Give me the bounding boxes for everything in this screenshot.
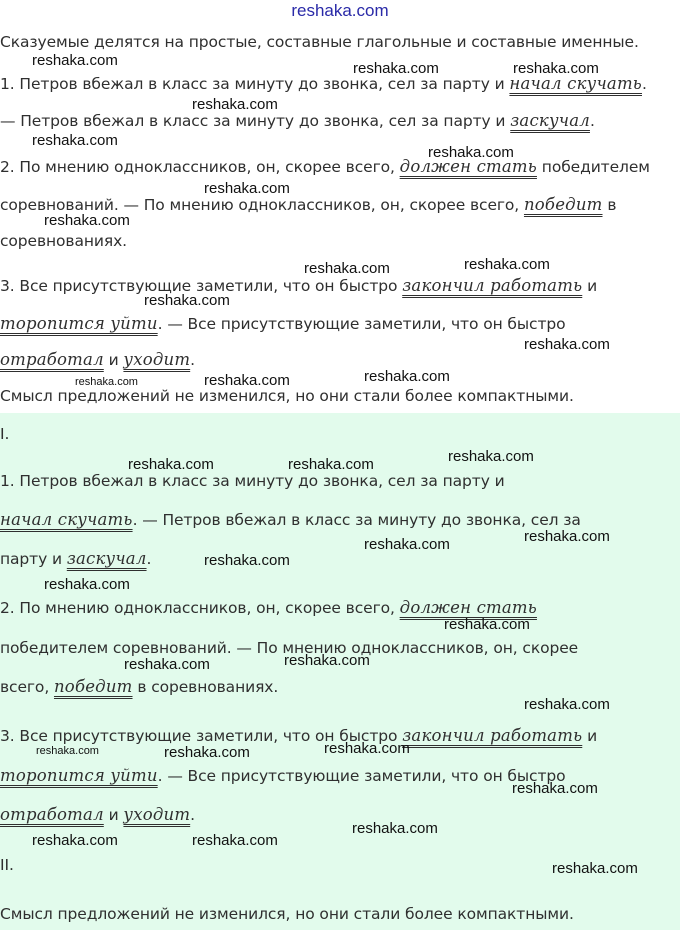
text: . — Петров вбежал в класс за минуту до звонка, сел за: [132, 511, 581, 529]
watermark: reshaka.com: [44, 212, 130, 229]
watermark: reshaka.com: [364, 536, 450, 553]
watermark: reshaka.com: [144, 292, 230, 309]
text: парту и: [0, 550, 67, 568]
predicate-underlined: заскучал: [510, 111, 590, 130]
text: 3. Все присутствующие заметили, что он быстро: [0, 277, 403, 295]
text: .: [190, 806, 195, 824]
green-s1-line3: [0, 549, 151, 569]
green-s1-line2: [0, 510, 581, 530]
predicate-underlined: начал скучать: [0, 510, 133, 529]
watermark: reshaka.com: [324, 740, 410, 757]
top-s3-line3: [0, 350, 195, 370]
green-s2-line1: [0, 598, 537, 618]
predicate-underlined: закончил работать: [402, 276, 583, 295]
watermark: reshaka.com: [124, 656, 210, 673]
watermark: reshaka.com: [36, 745, 99, 757]
watermark: reshaka.com: [204, 552, 290, 569]
site-header: [0, 0, 680, 22]
top-s1-line2: [0, 111, 595, 131]
watermark: reshaka.com: [192, 96, 278, 113]
predicate-underlined: победит: [523, 195, 603, 214]
watermark: reshaka.com: [204, 180, 290, 197]
watermark: reshaka.com: [75, 376, 138, 388]
text: .: [146, 550, 152, 568]
watermark: reshaka.com: [444, 616, 530, 633]
watermark: reshaka.com: [524, 528, 610, 545]
part-two-label: II.: [0, 856, 14, 874]
top-s2-line3: соревнованиях.: [0, 232, 127, 250]
watermark: reshaka.com: [512, 780, 598, 797]
part-one-label: I.: [0, 425, 10, 443]
watermark: reshaka.com: [353, 60, 439, 77]
watermark: reshaka.com: [464, 256, 550, 273]
green-s3-line3: [0, 805, 195, 825]
watermark: reshaka.com: [128, 456, 214, 473]
text: .: [190, 351, 195, 369]
watermark: reshaka.com: [524, 336, 610, 353]
text: и: [582, 277, 598, 295]
predicate-underlined: торопится уйти: [0, 766, 158, 785]
watermark: reshaka.com: [428, 144, 514, 161]
text: . — Все присутствующие заметили, что он быстро: [157, 767, 566, 785]
watermark: reshaka.com: [32, 132, 118, 149]
text: — Петров вбежал в класс за минуту до звонка, сел за парту и: [0, 112, 511, 130]
site-logo-link[interactable]: reshaka.com: [291, 1, 389, 20]
green-s3-line2: [0, 766, 566, 786]
text: .: [641, 75, 647, 93]
watermark: reshaka.com: [164, 744, 250, 761]
watermark: reshaka.com: [288, 456, 374, 473]
text: 2. По мнению одноклассников, он, скорее всего,: [0, 158, 400, 176]
green-conclusion: Смысл предложений не изменился, но они стали более компактными.: [0, 905, 574, 923]
watermark: reshaka.com: [524, 696, 610, 713]
top-s3-line2: [0, 314, 566, 334]
text: 3. Все присутствующие заметили, что он быстро: [0, 727, 403, 745]
watermark: reshaka.com: [44, 576, 130, 593]
predicate-underlined: заскучал: [66, 549, 147, 568]
predicate-underlined: торопится уйти: [0, 314, 158, 333]
text: в соревнованиях.: [132, 678, 279, 696]
predicate-underlined: уходит: [123, 805, 191, 824]
watermark: reshaka.com: [192, 832, 278, 849]
watermark: reshaka.com: [448, 448, 534, 465]
top-s2-line1: [0, 157, 650, 177]
text: 1. Петров вбежал в класс за минуту до звонка, сел за парту и: [0, 75, 510, 93]
text: и: [582, 727, 598, 745]
top-conclusion: Смысл предложений не изменился, но они стали более компактными.: [0, 387, 574, 405]
green-s3-line1: [0, 726, 597, 746]
top-s1-line1: [0, 74, 647, 94]
predicate-underlined: победит: [53, 677, 133, 696]
predicate-underlined: должен стать: [399, 157, 537, 176]
text: и: [103, 351, 124, 369]
predicate-underlined: закончил работать: [402, 726, 583, 745]
text: .: [589, 112, 595, 130]
predicate-underlined: отработал: [0, 805, 104, 824]
green-s2-line2: победителем соревнований. — По мнению одноклассников, он, скорее: [0, 639, 579, 657]
watermark: reshaka.com: [352, 820, 438, 837]
text: 2. По мнению одноклассников, он, скорее всего,: [0, 599, 400, 617]
predicate-underlined: должен стать: [399, 598, 537, 617]
watermark: reshaka.com: [552, 860, 638, 877]
text: . — Все присутствующие заметили, что он быстро: [157, 315, 566, 333]
watermark: reshaka.com: [32, 52, 118, 69]
text: соревнований. — По мнению одноклассников, он, скорее всего,: [0, 196, 524, 214]
intro-text: Сказуемые делятся на простые, составные глагольные и составные именные.: [0, 33, 639, 51]
watermark: reshaka.com: [513, 60, 599, 77]
text: всего,: [0, 678, 54, 696]
watermark: reshaka.com: [284, 652, 370, 669]
text: победителем: [536, 158, 650, 176]
green-s2-line3: [0, 677, 278, 697]
watermark: reshaka.com: [32, 832, 118, 849]
predicate-underlined: отработал: [0, 350, 104, 369]
watermark: reshaka.com: [204, 372, 290, 389]
watermark: reshaka.com: [304, 260, 390, 277]
predicate-underlined: начал скучать: [509, 74, 642, 93]
green-s1-line1: 1. Петров вбежал в класс за минуту до звонка, сел за парту и: [0, 472, 505, 490]
text: в: [602, 196, 617, 214]
top-s3-line1: [0, 276, 597, 296]
text: и: [103, 806, 124, 824]
predicate-underlined: уходит: [123, 350, 191, 369]
watermark: reshaka.com: [364, 368, 450, 385]
